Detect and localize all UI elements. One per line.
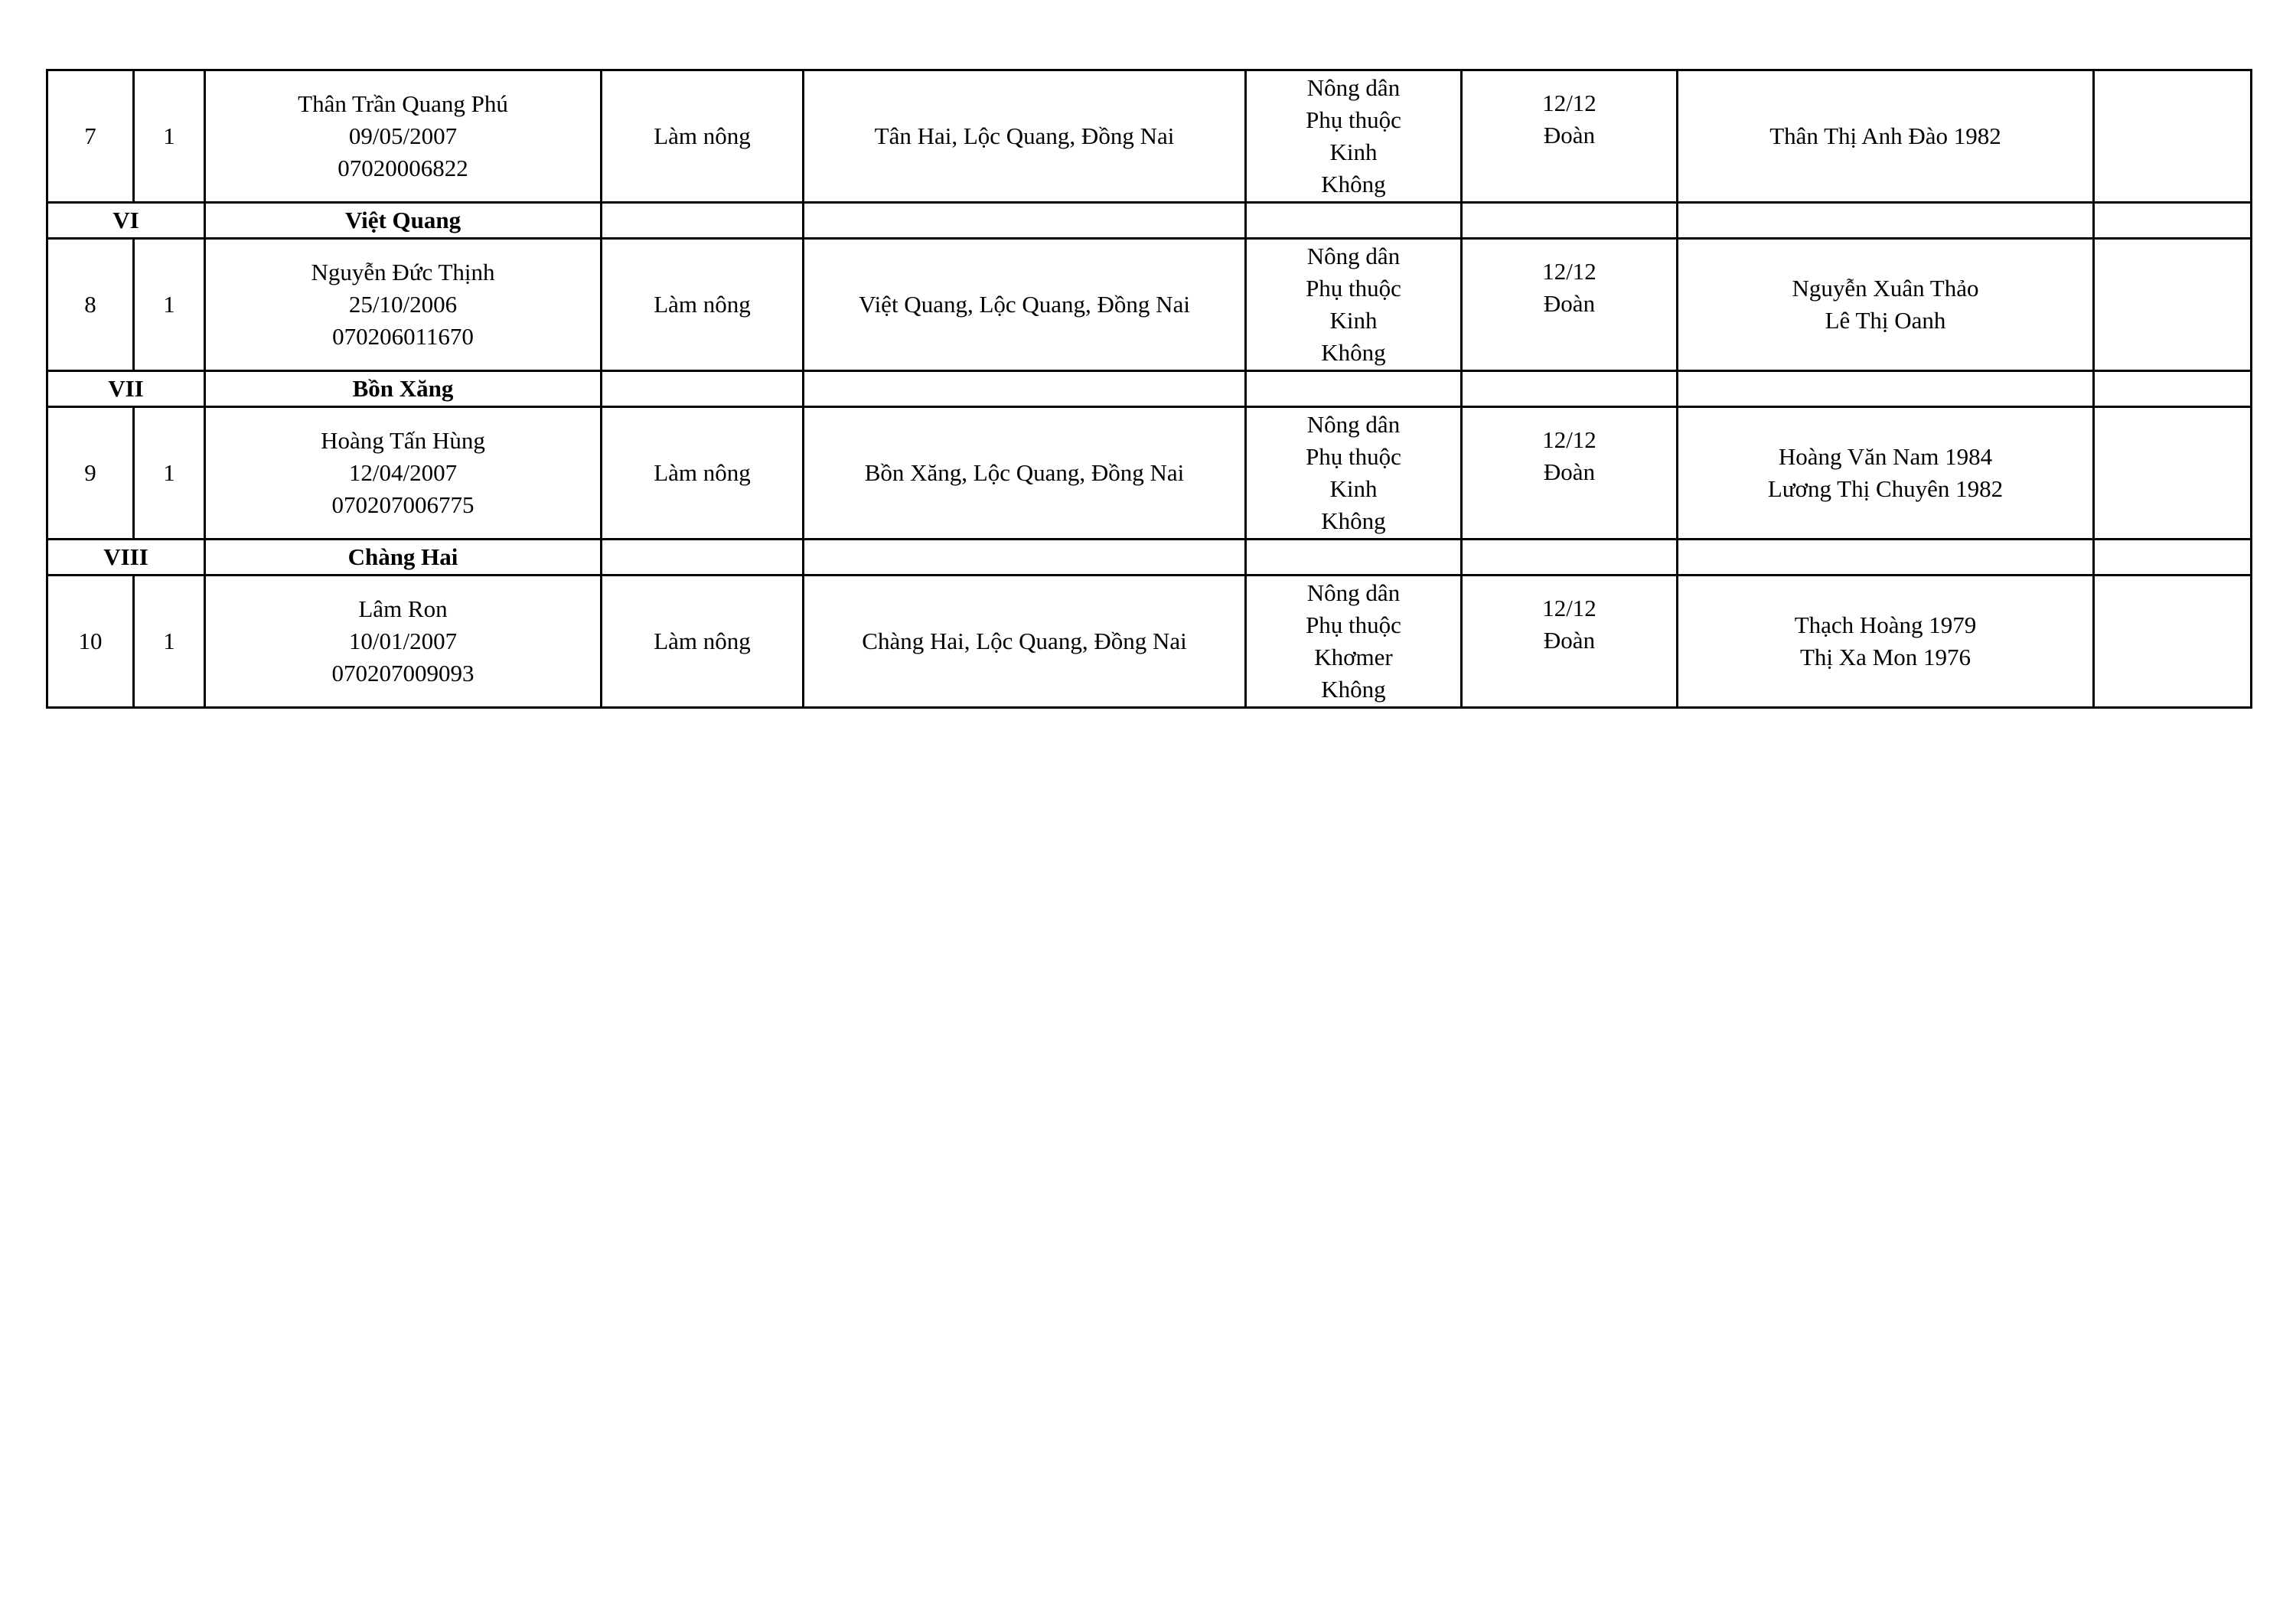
section-roman-cell	[47, 203, 205, 239]
section-row	[47, 203, 2252, 239]
parent-name: Lương Thị Chuyên 1982	[1767, 475, 2004, 502]
party-membership: Đoàn	[1543, 122, 1596, 148]
status-cell	[1246, 576, 1462, 708]
education-lines	[1467, 256, 1671, 320]
sub-number: 1	[163, 122, 175, 149]
empty-cell	[1462, 371, 1678, 407]
job-cell	[602, 70, 804, 203]
address-text: Chàng Hai, Lộc Quang, Đồng Nai	[862, 628, 1187, 654]
ethnicity: Kinh	[1329, 475, 1378, 502]
note-cell	[2094, 239, 2252, 371]
table-row	[47, 239, 2252, 371]
person-name: Nguyễn Đức Thịnh	[311, 259, 495, 285]
family-status: Phụ thuộc	[1306, 443, 1401, 470]
person-name: Thân Trần Quang Phú	[298, 90, 508, 117]
note-cell	[2094, 407, 2252, 540]
section-roman-cell	[47, 371, 205, 407]
religion: Không	[1321, 171, 1386, 197]
education-lines	[1467, 592, 1671, 657]
class-status: Nông dân	[1306, 411, 1401, 438]
stt-number: 9	[84, 459, 96, 486]
status-cell	[1246, 239, 1462, 371]
job-text: Làm nông	[654, 628, 751, 654]
sub-cell	[134, 407, 205, 540]
class-status: Nông dân	[1306, 243, 1401, 269]
job-text: Làm nông	[654, 122, 751, 149]
empty-cell	[804, 540, 1246, 576]
parent-name: Hoàng Văn Nam 1984	[1778, 443, 1993, 470]
education-level: 12/12	[1542, 258, 1596, 285]
parent-name: Thân Thị Anh Đào 1982	[1769, 122, 2001, 149]
section-roman: VI	[113, 207, 139, 233]
sub-cell	[134, 70, 205, 203]
section-row	[47, 540, 2252, 576]
note-cell	[2094, 70, 2252, 203]
sub-number: 1	[163, 291, 175, 318]
person-id-number: 07020006822	[338, 155, 468, 181]
job-cell	[602, 239, 804, 371]
education-cell	[1462, 70, 1678, 203]
ethnicity: Kinh	[1329, 307, 1378, 334]
empty-cell	[1246, 540, 1462, 576]
stt-number: 8	[84, 291, 96, 318]
class-status: Nông dân	[1306, 74, 1401, 101]
stt-number: 10	[78, 628, 103, 654]
empty-cell	[1246, 203, 1462, 239]
empty-cell	[1246, 371, 1462, 407]
stt-number: 7	[84, 122, 96, 149]
person-dob: 25/10/2006	[348, 291, 458, 318]
education-level: 12/12	[1542, 595, 1596, 621]
parents-cell	[1678, 239, 2094, 371]
job-text: Làm nông	[654, 291, 751, 318]
stt-cell	[47, 239, 134, 371]
education-lines	[1467, 87, 1671, 152]
person-cell	[205, 70, 602, 203]
empty-cell	[2094, 371, 2252, 407]
sub-cell	[134, 239, 205, 371]
person-cell	[205, 576, 602, 708]
empty-cell	[1462, 203, 1678, 239]
section-title-cell	[205, 203, 602, 239]
parent-name: Thạch Hoàng 1979	[1794, 611, 1977, 638]
family-status: Phụ thuộc	[1306, 611, 1401, 638]
family-status: Phụ thuộc	[1306, 106, 1401, 133]
roster-table	[46, 69, 2252, 709]
family-status: Phụ thuộc	[1306, 275, 1401, 302]
table-row	[47, 70, 2252, 203]
address-text: Bồn Xăng, Lộc Quang, Đồng Nai	[864, 459, 1185, 486]
parent-name: Lê Thị Oanh	[1825, 307, 1946, 334]
table-row	[47, 576, 2252, 708]
religion: Không	[1321, 507, 1386, 534]
person-id-number: 070207006775	[331, 491, 475, 518]
parent-name: Thị Xa Mon 1976	[1799, 644, 1971, 670]
empty-cell	[1678, 371, 2094, 407]
address-cell	[804, 239, 1246, 371]
education-level: 12/12	[1542, 90, 1596, 116]
section-roman-cell	[47, 540, 205, 576]
education-lines	[1467, 424, 1671, 488]
education-cell	[1462, 407, 1678, 540]
section-title: Việt Quang	[344, 207, 461, 233]
section-roman: VII	[108, 375, 144, 402]
job-cell	[602, 407, 804, 540]
parent-name: Nguyễn Xuân Thảo	[1792, 275, 1979, 302]
sub-cell	[134, 576, 205, 708]
education-level: 12/12	[1542, 426, 1596, 453]
empty-cell	[804, 203, 1246, 239]
stt-cell	[47, 407, 134, 540]
section-title: Bồn Xăng	[352, 375, 454, 402]
empty-cell	[2094, 540, 2252, 576]
ethnicity: Khơmer	[1314, 644, 1393, 670]
person-cell	[205, 239, 602, 371]
person-id-number: 070207009093	[331, 660, 475, 686]
empty-cell	[1678, 203, 2094, 239]
empty-cell	[602, 371, 804, 407]
empty-cell	[804, 371, 1246, 407]
section-title-cell	[205, 540, 602, 576]
party-membership: Đoàn	[1543, 290, 1596, 317]
religion: Không	[1321, 339, 1386, 366]
person-dob: 10/01/2007	[348, 628, 458, 654]
sub-number: 1	[163, 628, 175, 654]
job-text: Làm nông	[654, 459, 751, 486]
table-row	[47, 407, 2252, 540]
section-title: Chàng Hai	[347, 543, 458, 570]
ethnicity: Kinh	[1329, 139, 1378, 165]
person-id-number: 070206011670	[332, 323, 474, 350]
section-title-cell	[205, 371, 602, 407]
empty-cell	[602, 203, 804, 239]
empty-cell	[2094, 203, 2252, 239]
section-row	[47, 371, 2252, 407]
party-membership: Đoàn	[1543, 458, 1596, 485]
status-cell	[1246, 407, 1462, 540]
person-dob: 09/05/2007	[348, 122, 458, 149]
address-text: Việt Quang, Lộc Quang, Đồng Nai	[859, 291, 1190, 318]
person-name: Hoàng Tấn Hùng	[321, 427, 485, 454]
job-cell	[602, 576, 804, 708]
stt-cell	[47, 576, 134, 708]
section-roman: VIII	[103, 543, 148, 570]
religion: Không	[1321, 676, 1386, 703]
address-cell	[804, 70, 1246, 203]
address-text: Tân Hai, Lộc Quang, Đồng Nai	[874, 122, 1175, 149]
empty-cell	[1462, 540, 1678, 576]
stt-cell	[47, 70, 134, 203]
party-membership: Đoàn	[1543, 627, 1596, 654]
parents-cell	[1678, 70, 2094, 203]
empty-cell	[602, 540, 804, 576]
status-cell	[1246, 70, 1462, 203]
note-cell	[2094, 576, 2252, 708]
parents-cell	[1678, 407, 2094, 540]
sub-number: 1	[163, 459, 175, 486]
person-name: Lâm Ron	[358, 595, 448, 622]
education-cell	[1462, 239, 1678, 371]
person-cell	[205, 407, 602, 540]
class-status: Nông dân	[1306, 579, 1401, 606]
address-cell	[804, 576, 1246, 708]
parents-cell	[1678, 576, 2094, 708]
roster-body	[47, 70, 2252, 708]
education-cell	[1462, 576, 1678, 708]
empty-cell	[1678, 540, 2094, 576]
address-cell	[804, 407, 1246, 540]
person-dob: 12/04/2007	[348, 459, 458, 486]
